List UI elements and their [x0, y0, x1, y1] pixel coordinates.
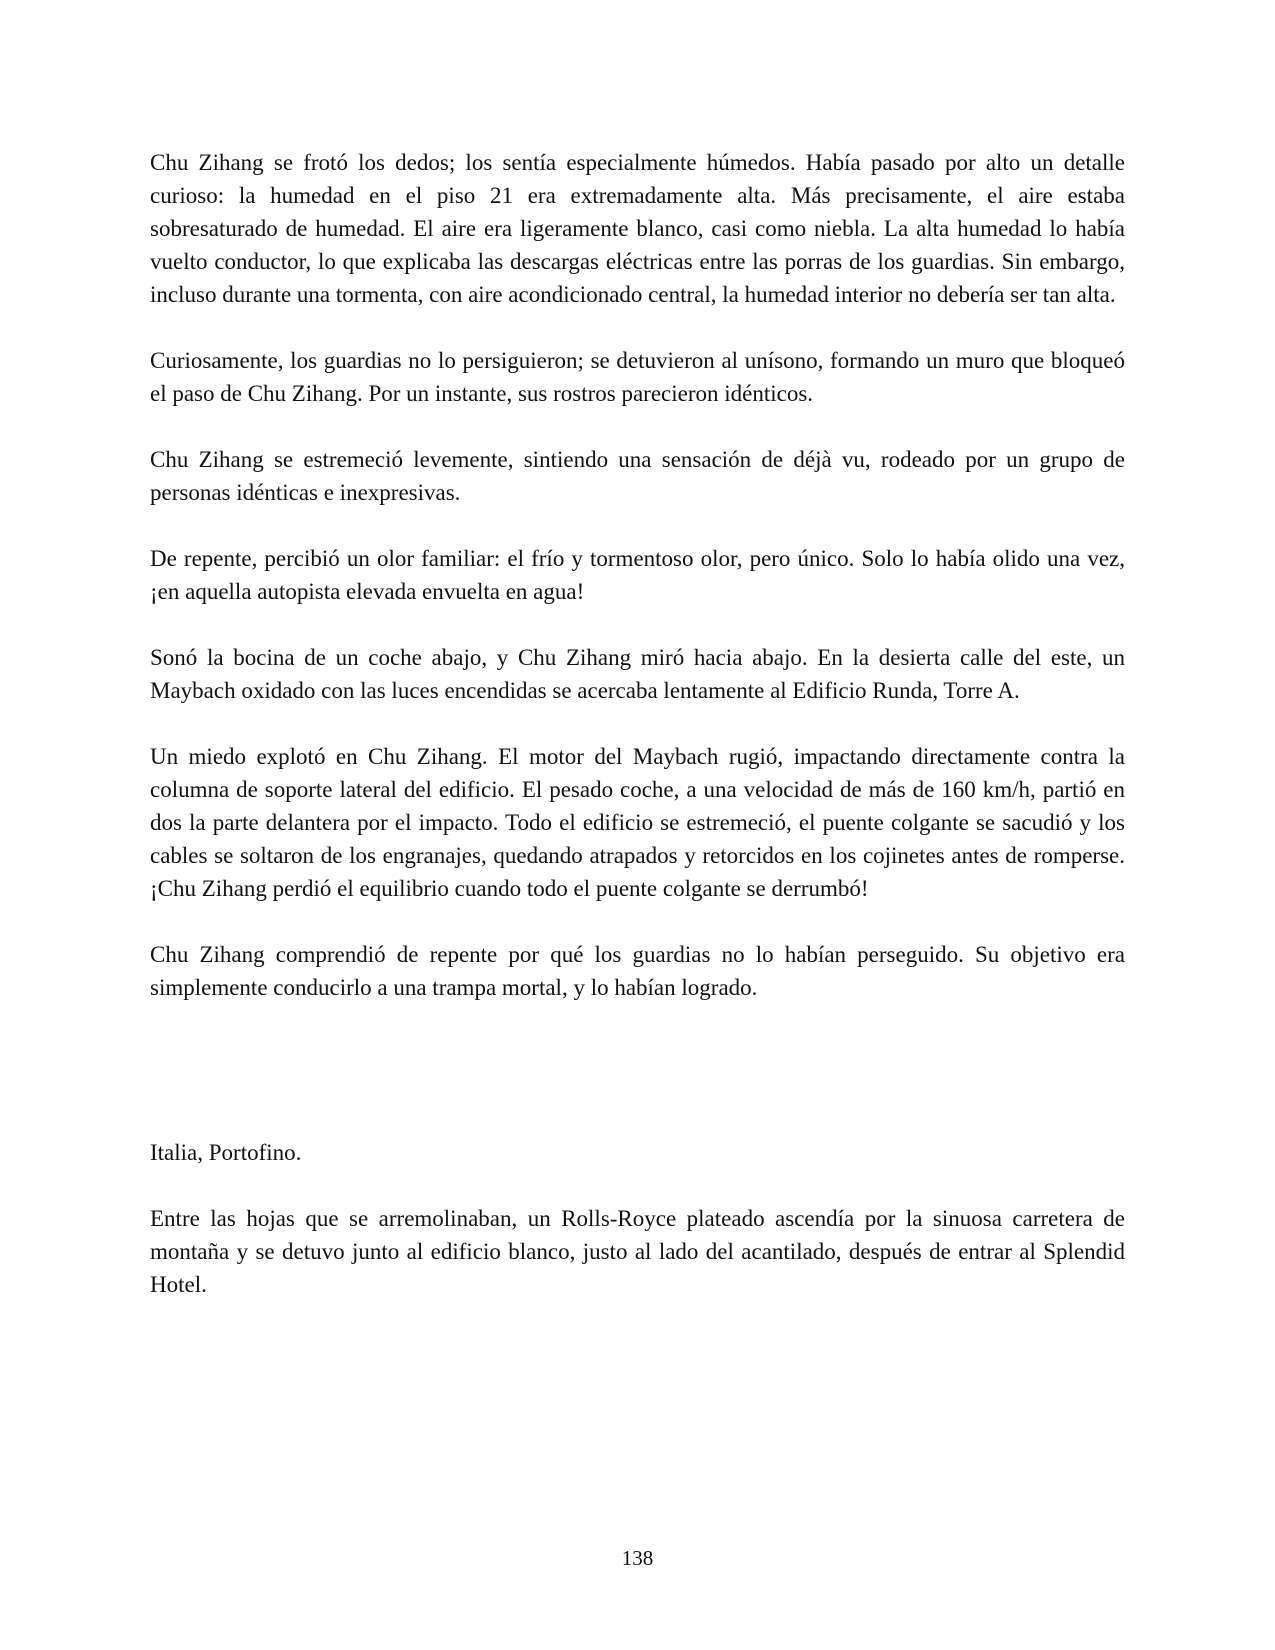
location-heading: Italia, Portofino. — [150, 1140, 302, 1165]
paragraph-5: Sonó la bocina de un coche abajo, y Chu Zihang miró hacia abajo. En la desierta calle del este, un Maybach oxidado con las luces encendidas se acercaba lentamente al Edificio Runda, Torre A. — [150, 645, 1125, 703]
paragraph-1: Chu Zihang se frotó los dedos; los sentía especialmente húmedos. Había pasado por alto un detalle curioso: la humedad en el piso 21 era extremadamente alta. Más precisamente, el aire estaba sobresaturado de humedad. El aire era ligeramente blanco, casi como niebla. La alta humedad lo había vuelto conductor, lo que explicaba las descargas eléctricas entre las porras de los guardias. Sin embargo, incluso durante una tormenta, con aire acondicionado central, la humedad interior no debería ser tan alta. — [150, 150, 1125, 307]
paragraph-spacer — [150, 1169, 1125, 1202]
paragraph-spacer — [150, 707, 1125, 740]
page-number: 138 — [621, 1546, 654, 1570]
paragraph-spacer — [150, 509, 1125, 542]
body-text — [150, 146, 1125, 1301]
paragraph-2: Curiosamente, los guardias no lo persiguieron; se detuvieron al unísono, formando un muro que bloqueó el paso de Chu Zihang. Por un instante, sus rostros parecieron idénticos. — [150, 348, 1125, 406]
paragraph-spacer — [150, 608, 1125, 641]
paragraph-spacer — [150, 905, 1125, 938]
paragraph-spacer — [150, 410, 1125, 443]
paragraph-8: Entre las hojas que se arremolinaban, un Rolls-Royce plateado ascendía por la sinuosa carretera de montaña y se detuvo junto al edificio blanco, justo al lado del acantilado, después de entrar al Splendid Hotel. — [150, 1206, 1125, 1297]
paragraph-spacer — [150, 311, 1125, 344]
scene-break — [150, 1004, 1125, 1136]
paragraph-7: Chu Zihang comprendió de repente por qué los guardias no lo habían perseguido. Su objetivo era simplemente conducirlo a una trampa mortal, y lo habían logrado. — [150, 942, 1125, 1000]
paragraph-3: Chu Zihang se estremeció levemente, sintiendo una sensación de déjà vu, rodeado por un grupo de personas idénticas e inexpresivas. — [150, 447, 1125, 505]
paragraph-4: De repente, percibió un olor familiar: el frío y tormentoso olor, pero único. Solo lo había olido una vez, ¡en aquella autopista elevada envuelta en agua! — [150, 546, 1125, 604]
paragraph-6: Un miedo explotó en Chu Zihang. El motor del Maybach rugió, impactando directamente contra la columna de soporte lateral del edificio. El pesado coche, a una velocidad de más de 160 km/h, partió en dos la parte delantera por el impacto. Todo el edificio se estremeció, el puente colgante se sacudió y los cables se soltaron de los engranajes, quedando atrapados y retorcidos en los cojinetes antes de romperse. ¡Chu Zihang perdió el equilibrio cuando todo el puente colgante se derrumbó! — [150, 744, 1125, 901]
